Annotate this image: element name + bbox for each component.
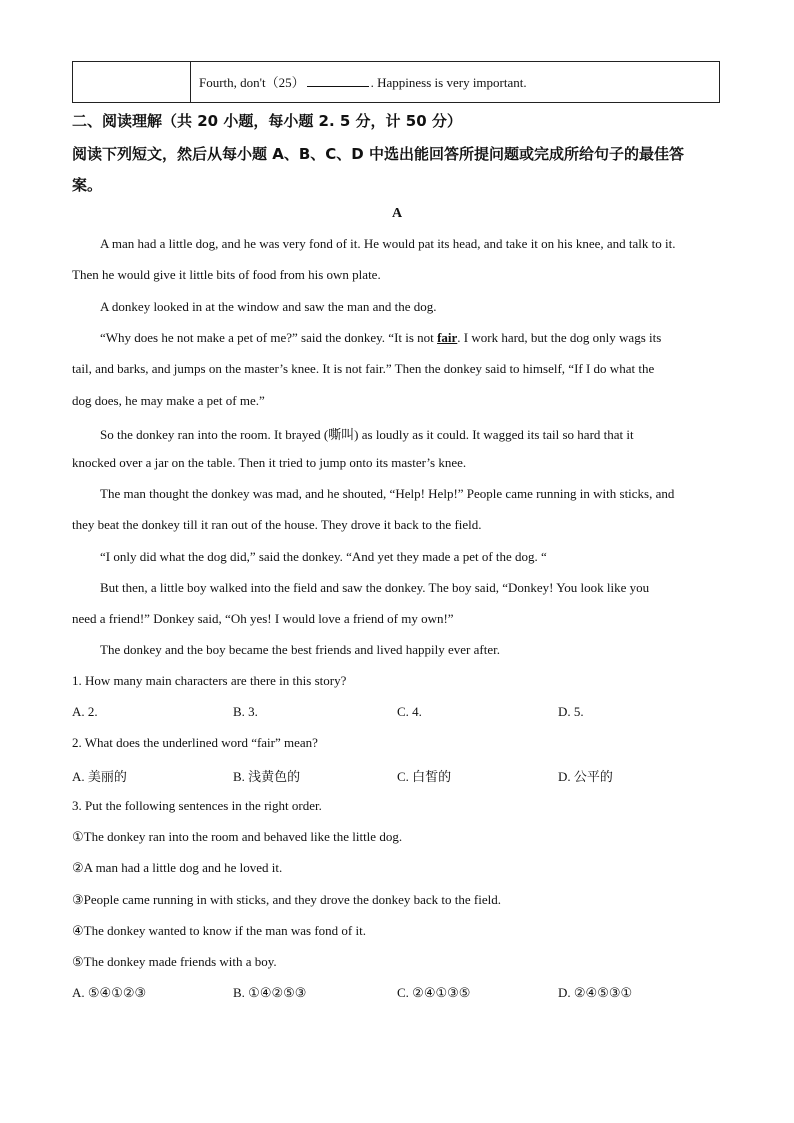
question-1-option-d[interactable]: D. 5.	[558, 704, 584, 719]
paragraph-3-line-1	[100, 330, 661, 346]
question-1-option-a[interactable]: A. 2.	[72, 704, 98, 719]
option-text: C. 白皙的	[397, 769, 452, 784]
question-3-item-1: ①The donkey ran into the room and behaved like the little dog.	[72, 829, 403, 844]
answer-table-row	[72, 61, 720, 103]
question-3-option-c[interactable]: C. ②④①③⑤	[397, 985, 471, 1000]
table-text-suffix: . Happiness is very important.	[370, 75, 527, 90]
instruction-line-2: 案。	[72, 176, 103, 194]
question-2-option-a[interactable]	[72, 766, 127, 785]
question-3-option-a[interactable]: A. ⑤④①②③	[72, 985, 147, 1000]
table-text-prefix: Fourth, don't（25）	[199, 75, 305, 90]
paragraph-7-line-2: need a friend!” Donkey said, “Oh yes! I would love a friend of my own!”	[72, 611, 454, 626]
question-1-stem: 1. How many main characters are there in this story?	[72, 673, 347, 688]
paragraph-5-line-1: The man thought the donkey was mad, and he shouted, “Help! Help!” People came running in with sticks, and	[100, 486, 675, 501]
underlined-word-fair: fair	[437, 330, 458, 345]
paragraph-1-line-1: A man had a little dog, and he was very fond of it. He would pat its head, and take it on his knee, and talk to it.	[100, 236, 676, 251]
question-2-option-d[interactable]	[558, 766, 613, 785]
paragraph-3-line-2: tail, and barks, and jumps on the master’s knee. It is not fair.” Then the donkey said to himself, “If I do what the	[72, 361, 655, 376]
question-2-option-b[interactable]	[233, 766, 300, 785]
instruction-line-1: 阅读下列短文，然后从每小题 A、B、C、D 中选出能回答所提问题或完成所给句子的最佳答	[72, 145, 684, 163]
passage-heading: A	[391, 206, 403, 221]
question-1-option-c[interactable]: C. 4.	[397, 704, 422, 719]
question-3-option-b[interactable]: B. ①④②⑤③	[233, 985, 307, 1000]
p3-text-b: . I work hard, but the dog only wags its	[457, 330, 662, 345]
paragraph-7-line-1: But then, a little boy walked into the field and saw the donkey. The boy said, “Donkey! You look like you	[100, 580, 650, 595]
question-3-item-4: ④The donkey wanted to know if the man was fond of it.	[72, 923, 366, 938]
question-1-option-b[interactable]: B. 3.	[233, 704, 258, 719]
option-text: A. 美丽的	[72, 769, 127, 784]
question-3-item-5: ⑤The donkey made friends with a boy.	[72, 954, 277, 969]
paragraph-6: “I only did what the dog did,” said the donkey. “And yet they made a pet of the dog. “	[100, 549, 547, 564]
table-cell-right	[191, 62, 719, 102]
table-cell-left	[73, 62, 191, 102]
question-3-option-d[interactable]: D. ②④⑤③①	[558, 985, 633, 1000]
question-3-item-3: ③People came running in with sticks, and they drove the donkey back to the field.	[72, 892, 501, 907]
paragraph-1-line-2: Then he would give it little bits of food from his own plate.	[72, 267, 381, 282]
paragraph-4-line-2: knocked over a jar on the table. Then it tried to jump onto its master’s knee.	[72, 455, 467, 470]
paragraph-8: The donkey and the boy became the best friends and lived happily ever after.	[100, 642, 500, 657]
paragraph-2: A donkey looked in at the window and saw the man and the dog.	[100, 299, 437, 314]
answer-blank[interactable]	[307, 76, 369, 87]
question-3-item-2: ②A man had a little dog and he loved it.	[72, 860, 283, 875]
option-text: D. 公平的	[558, 769, 613, 784]
question-3-stem: 3. Put the following sentences in the right order.	[72, 798, 322, 813]
option-text: B. 浅黄色的	[233, 769, 301, 784]
paragraph-3-line-3: dog does, he may make a pet of me.”	[72, 393, 265, 408]
paragraph-4-line-1: So the donkey ran into the room. It brayed (嘶叫) as loudly as it could. It wagged its tail so hard that it	[100, 427, 634, 442]
section-title: 二、阅读理解（共 20 小题，每小题 2. 5 分，计 50 分）	[72, 112, 462, 130]
question-2-option-c[interactable]	[397, 766, 451, 785]
question-2-stem: 2. What does the underlined word “fair” mean?	[72, 735, 318, 750]
p3-text-a: “Why does he not make a pet of me?” said the donkey. “It is not	[100, 330, 438, 345]
paragraph-5-line-2: they beat the donkey till it ran out of the house. They drove it back to the field.	[72, 517, 482, 532]
